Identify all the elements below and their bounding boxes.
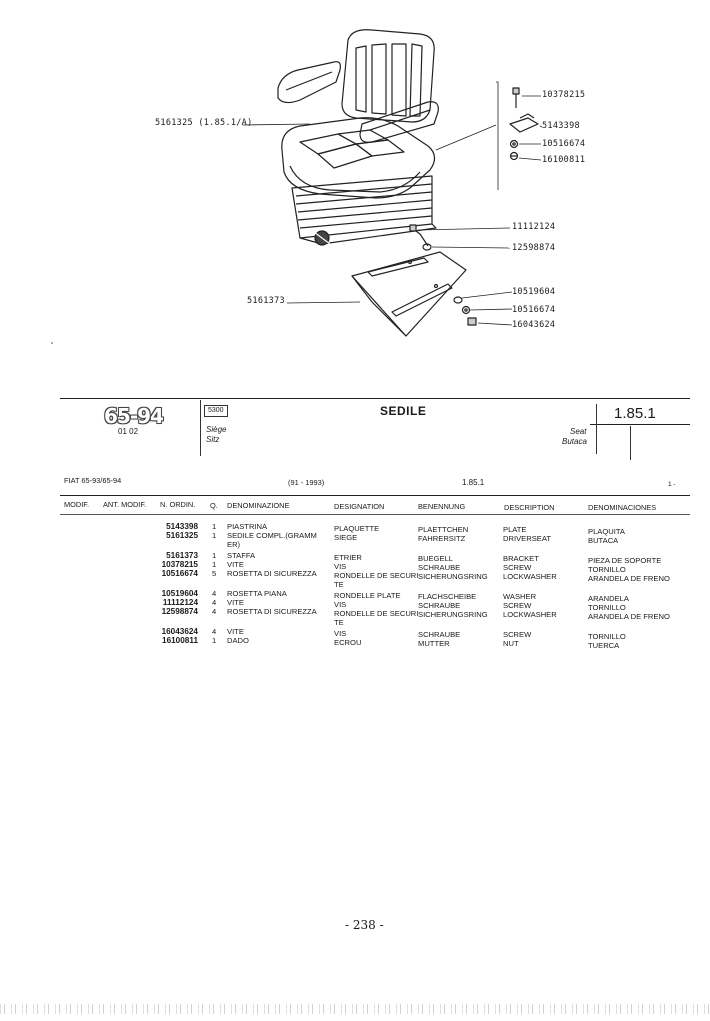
part-desc-de: SCHRAUBE (418, 630, 461, 639)
part-desc-es: TORNILLO (588, 603, 626, 612)
page-number: - 238 - (345, 918, 384, 932)
part-desc-es: TUERCA (588, 641, 620, 650)
part-desc-en: BRACKET (503, 554, 539, 563)
part-desc-de: SICHERUNGSRING (418, 610, 488, 619)
part-desc-it: SEDILE COMPL.(GRAMM (227, 531, 317, 540)
seat-exploded-diagram (0, 0, 710, 400)
part-number: 12598874 (161, 607, 198, 616)
label-10516674-bottom: 10516674 (512, 305, 556, 315)
model-range: FIAT 65-93/65-94 (64, 476, 122, 485)
title-spanish: Butaca (562, 437, 587, 446)
part-qty: 4 (212, 627, 217, 636)
part-desc-es: ARANDELA DE FRENO (588, 612, 670, 621)
part-desc-it: PIASTRINA (227, 522, 268, 531)
part-desc-en: SCREW (503, 601, 532, 610)
part-desc-es: PLAQUITA (588, 527, 625, 536)
part-desc-en: LOCKWASHER (503, 572, 557, 581)
col-french: DESIGNATION (334, 502, 385, 511)
part-desc-it: VITE (227, 560, 244, 569)
label-5143398: 5143398 (542, 121, 580, 131)
part-desc-en: PLATE (503, 525, 527, 534)
col-german: BENENNUNG (418, 502, 466, 511)
label-16100811: 16100811 (542, 155, 586, 165)
part-qty: 1 (212, 560, 217, 569)
part-desc-fr: ETRIER (334, 553, 362, 562)
section-underline (590, 424, 690, 425)
part-desc-de: SCHRAUBE (418, 601, 461, 610)
part-qty: 4 (212, 607, 217, 616)
label-10516674-top: 10516674 (542, 139, 586, 149)
part-desc-es: TORNILLO (588, 632, 626, 641)
part-number: 10378215 (161, 560, 198, 569)
part-desc-it: STAFFA (227, 551, 256, 560)
part-desc-de: SICHERUNGSRING (418, 572, 488, 581)
part-desc-it: ROSETTA PIANA (227, 589, 287, 598)
col-quantity: Q. (210, 501, 218, 510)
part-desc-it: VITE (227, 627, 244, 636)
part-qty: 1 (212, 522, 217, 531)
part-desc-fr: VIS (334, 629, 347, 638)
label-12598874: 12598874 (512, 243, 556, 253)
page-marker: 1 - (668, 481, 676, 488)
page-title: SEDILE (380, 404, 427, 418)
part-number: 5143398 (166, 522, 198, 531)
title-english: Seat (570, 427, 587, 436)
part-desc-en: LOCKWASHER (503, 610, 557, 619)
part-qty: 1 (212, 531, 217, 540)
part-desc-it: VITE (227, 598, 244, 607)
year-range: (91 - 1993) (288, 478, 325, 487)
part-desc-de: SCHRAUBE (418, 563, 461, 572)
part-desc-fr: RONDELLE DE SECURI (334, 571, 419, 580)
col-order-number: N. ORDIN. (160, 500, 196, 509)
part-number: 16043624 (161, 627, 198, 636)
part-desc-de: BUEGELL (418, 554, 454, 563)
part-desc-fr: VIS (334, 562, 347, 571)
part-desc-en: SCREW (503, 563, 532, 572)
subheader-section: 1.85.1 (462, 478, 485, 487)
part-desc-es: ARANDELA DE FRENO (588, 574, 670, 583)
model-date: 01 02 (118, 427, 139, 436)
title-top-rule (60, 398, 690, 399)
part-desc-fr: RONDELLE PLATE (334, 591, 401, 600)
columns-bottom-rule (60, 514, 690, 515)
label-seat-assembly: 5161325 (1.85.1/A) (155, 118, 253, 128)
part-desc-es: TORNILLO (588, 565, 626, 574)
title-french: Siège (206, 425, 227, 434)
part-qty: 4 (212, 598, 217, 607)
part-desc-it: ROSETTA DI SICUREZZA (227, 569, 317, 578)
label-16043624: 16043624 (512, 320, 556, 330)
part-desc-fr-cont: TE (334, 618, 344, 627)
part-qty: 4 (212, 589, 217, 598)
part-number: 16100811 (162, 636, 198, 645)
part-desc-de: MUTTER (418, 639, 450, 648)
part-desc-fr: PLAQUETTE (334, 524, 380, 533)
part-qty: 1 (212, 551, 217, 560)
part-qty: 1 (212, 636, 217, 645)
title-divider-section (630, 426, 631, 460)
part-desc-fr: RONDELLE DE SECURI (334, 609, 419, 618)
label-11112124: 11112124 (512, 222, 556, 232)
part-desc-en: NUT (503, 639, 519, 648)
scan-edge-noise (0, 1004, 710, 1014)
part-desc-en: SCREW (503, 630, 532, 639)
part-qty: 5 (212, 569, 217, 578)
part-desc-fr: VIS (334, 600, 347, 609)
label-10519604: 10519604 (512, 287, 556, 297)
part-desc-it-cont: ER) (227, 540, 241, 549)
part-desc-fr-cont: TE (334, 580, 344, 589)
part-desc-it: DADO (227, 636, 249, 645)
group-code-box: 5300 (204, 405, 228, 417)
part-desc-de: FLACHSCHEIBE (418, 592, 477, 601)
columns-top-rule (60, 495, 690, 496)
part-number: 5161325 (166, 531, 198, 540)
section-number: 1.85.1 (614, 405, 656, 422)
part-desc-fr: ECROU (334, 638, 362, 647)
part-number: 5161373 (166, 551, 198, 560)
part-desc-es: PIEZA DE SOPORTE (588, 556, 662, 565)
part-number: 10519604 (161, 589, 198, 598)
col-english: DESCRIPTION (504, 503, 555, 512)
part-number: 11112124 (162, 598, 198, 607)
part-desc-es: ARANDELA (588, 594, 629, 603)
col-ant-modif: ANT. MODIF. (103, 500, 147, 509)
label-bracket: 5161373 (247, 296, 285, 306)
part-desc-en: DRIVERSEAT (503, 534, 551, 543)
part-number: 10516674 (161, 569, 198, 578)
part-desc-en: WASHER (503, 592, 537, 601)
part-desc-es: BUTACA (588, 536, 619, 545)
col-spanish: DENOMINACIONES (588, 503, 657, 512)
title-divider-left (200, 400, 201, 456)
title-german: Sitz (206, 435, 220, 444)
col-italian: DENOMINAZIONE (227, 501, 290, 510)
part-desc-de: FAHRERSITZ (418, 534, 466, 543)
part-desc-de: PLAETTCHEN (418, 525, 469, 534)
part-desc-fr: SIEGE (334, 533, 358, 542)
title-divider-right (596, 404, 597, 454)
part-desc-it: ROSETTA DI SICUREZZA (227, 607, 317, 616)
model-logo: 65-94 (104, 404, 163, 428)
label-10378215: 10378215 (542, 90, 586, 100)
col-modif: MODIF. (64, 500, 90, 509)
